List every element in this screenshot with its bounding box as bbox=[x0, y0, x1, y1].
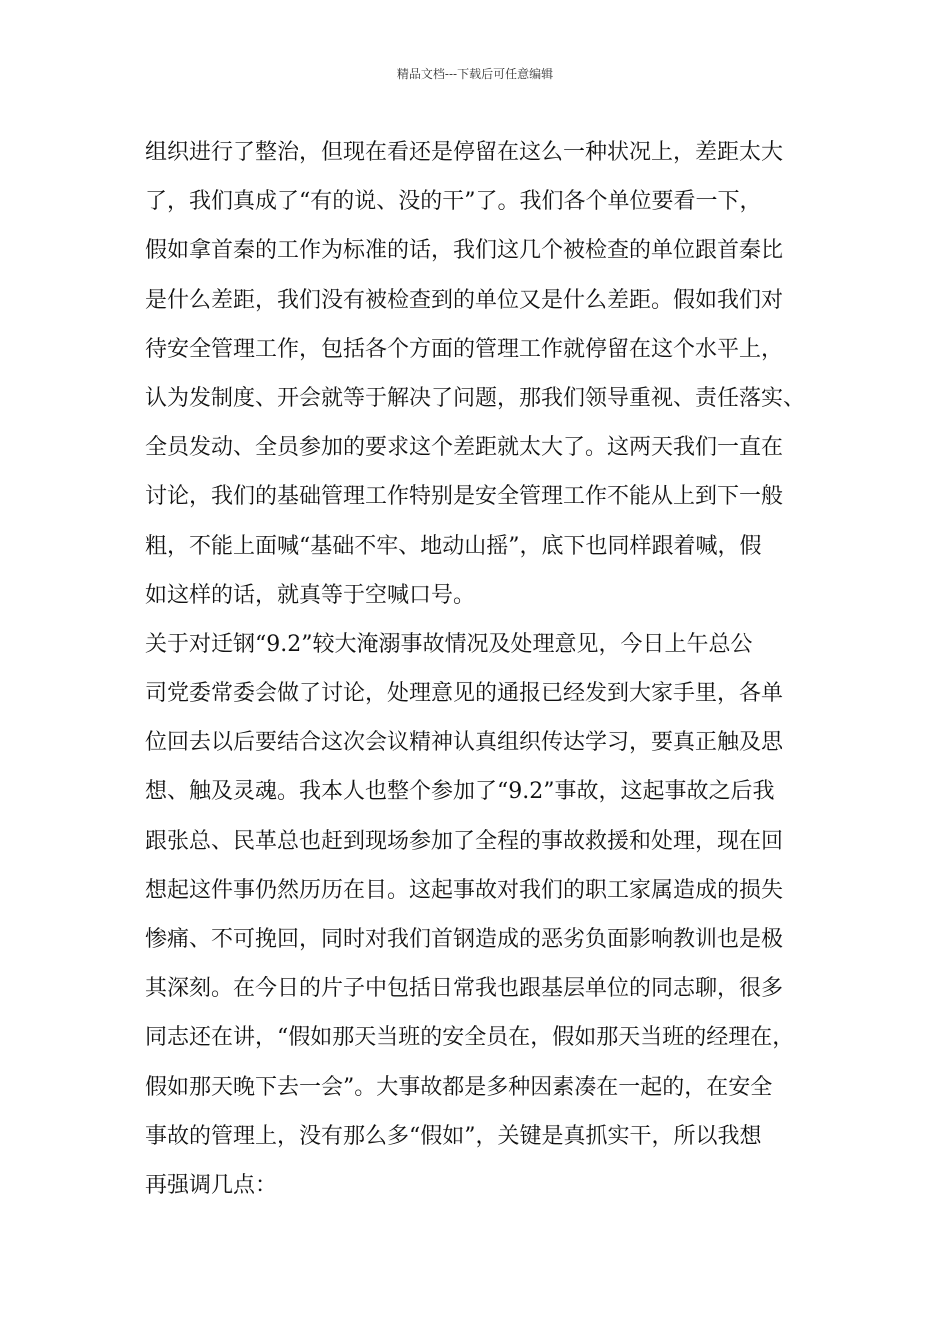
paragraph bbox=[145, 620, 815, 1210]
text-line: 讨论，我们的基础管理工作特别是安全管理工作不能从上到下一般 bbox=[145, 484, 784, 510]
text-line: 事故的管理上，没有那么多“假如”，关键是真抓实干，所以我想 bbox=[145, 1123, 762, 1149]
text-line: 了，我们真成了“有的说、没的干”了。我们各个单位要看一下， bbox=[145, 189, 762, 215]
text-line: 假如拿首秦的工作为标准的话，我们这几个被检查的单位跟首秦比 bbox=[145, 238, 784, 264]
page-header: 精品文档---下载后可任意编辑 bbox=[396, 67, 554, 81]
text-line: 假如那天晚下去一会”。大事故都是多种因素凑在一起的，在安全 bbox=[145, 1074, 773, 1100]
text-line: 组织进行了整治，但现在看还是停留在这么一种状况上，差距太大 bbox=[145, 140, 784, 165]
text-line: 待安全管理工作，包括各个方面的管理工作就停留在这个水平上， bbox=[145, 336, 784, 362]
text-line: 司党委常委会做了讨论，处理意见的通报已经发到大家手里，各单 bbox=[145, 681, 784, 707]
text-line: 想、触及灵魂。我本人也整个参加了“9.2”事故，这起事故之后我 bbox=[145, 779, 775, 805]
text-line: 关于对迁钢“9.2”较大淹溺事故情况及处理意见，今日上午总公 bbox=[145, 631, 753, 657]
text-line: 认为发制度、开会就等于解决了问题，那我们领导重视、责任落实、 bbox=[145, 385, 806, 411]
document-body bbox=[145, 128, 815, 1210]
text-line: 其深刻。在今日的片子中包括日常我也跟基层单位的同志聊，很多 bbox=[145, 976, 784, 1002]
paragraph bbox=[145, 128, 815, 620]
text-line: 是什么差距，我们没有被检查到的单位又是什么差距。假如我们对 bbox=[145, 287, 784, 313]
text-line: 惨痛、不可挽回，同时对我们首钢造成的恶劣负面影响教训也是极 bbox=[145, 927, 784, 952]
text-line: 跟张总、民革总也赶到现场参加了全程的事故救援和处理，现在回 bbox=[145, 828, 784, 854]
text-line: 位回去以后要结合这次会议精神认真组织传达学习，要真正触及思 bbox=[145, 730, 784, 756]
text-line: 粗，不能上面喊“基础不牢、地动山摇”，底下也同样跟着喊，假 bbox=[145, 533, 762, 559]
text-line: 全员发动、全员参加的要求这个差距就太大了。这两天我们一直在 bbox=[145, 435, 784, 461]
text-line: 再强调几点： bbox=[145, 1172, 278, 1198]
text-line: 如这样的话，就真等于空喊口号。 bbox=[145, 582, 476, 608]
text-line: 同志还在讲，“假如那天当班的安全员在，假如那天当班的经理在， bbox=[145, 1025, 795, 1051]
text-line: 想起这件事仍然历历在目。这起事故对我们的职工家属造成的损失 bbox=[145, 877, 784, 903]
